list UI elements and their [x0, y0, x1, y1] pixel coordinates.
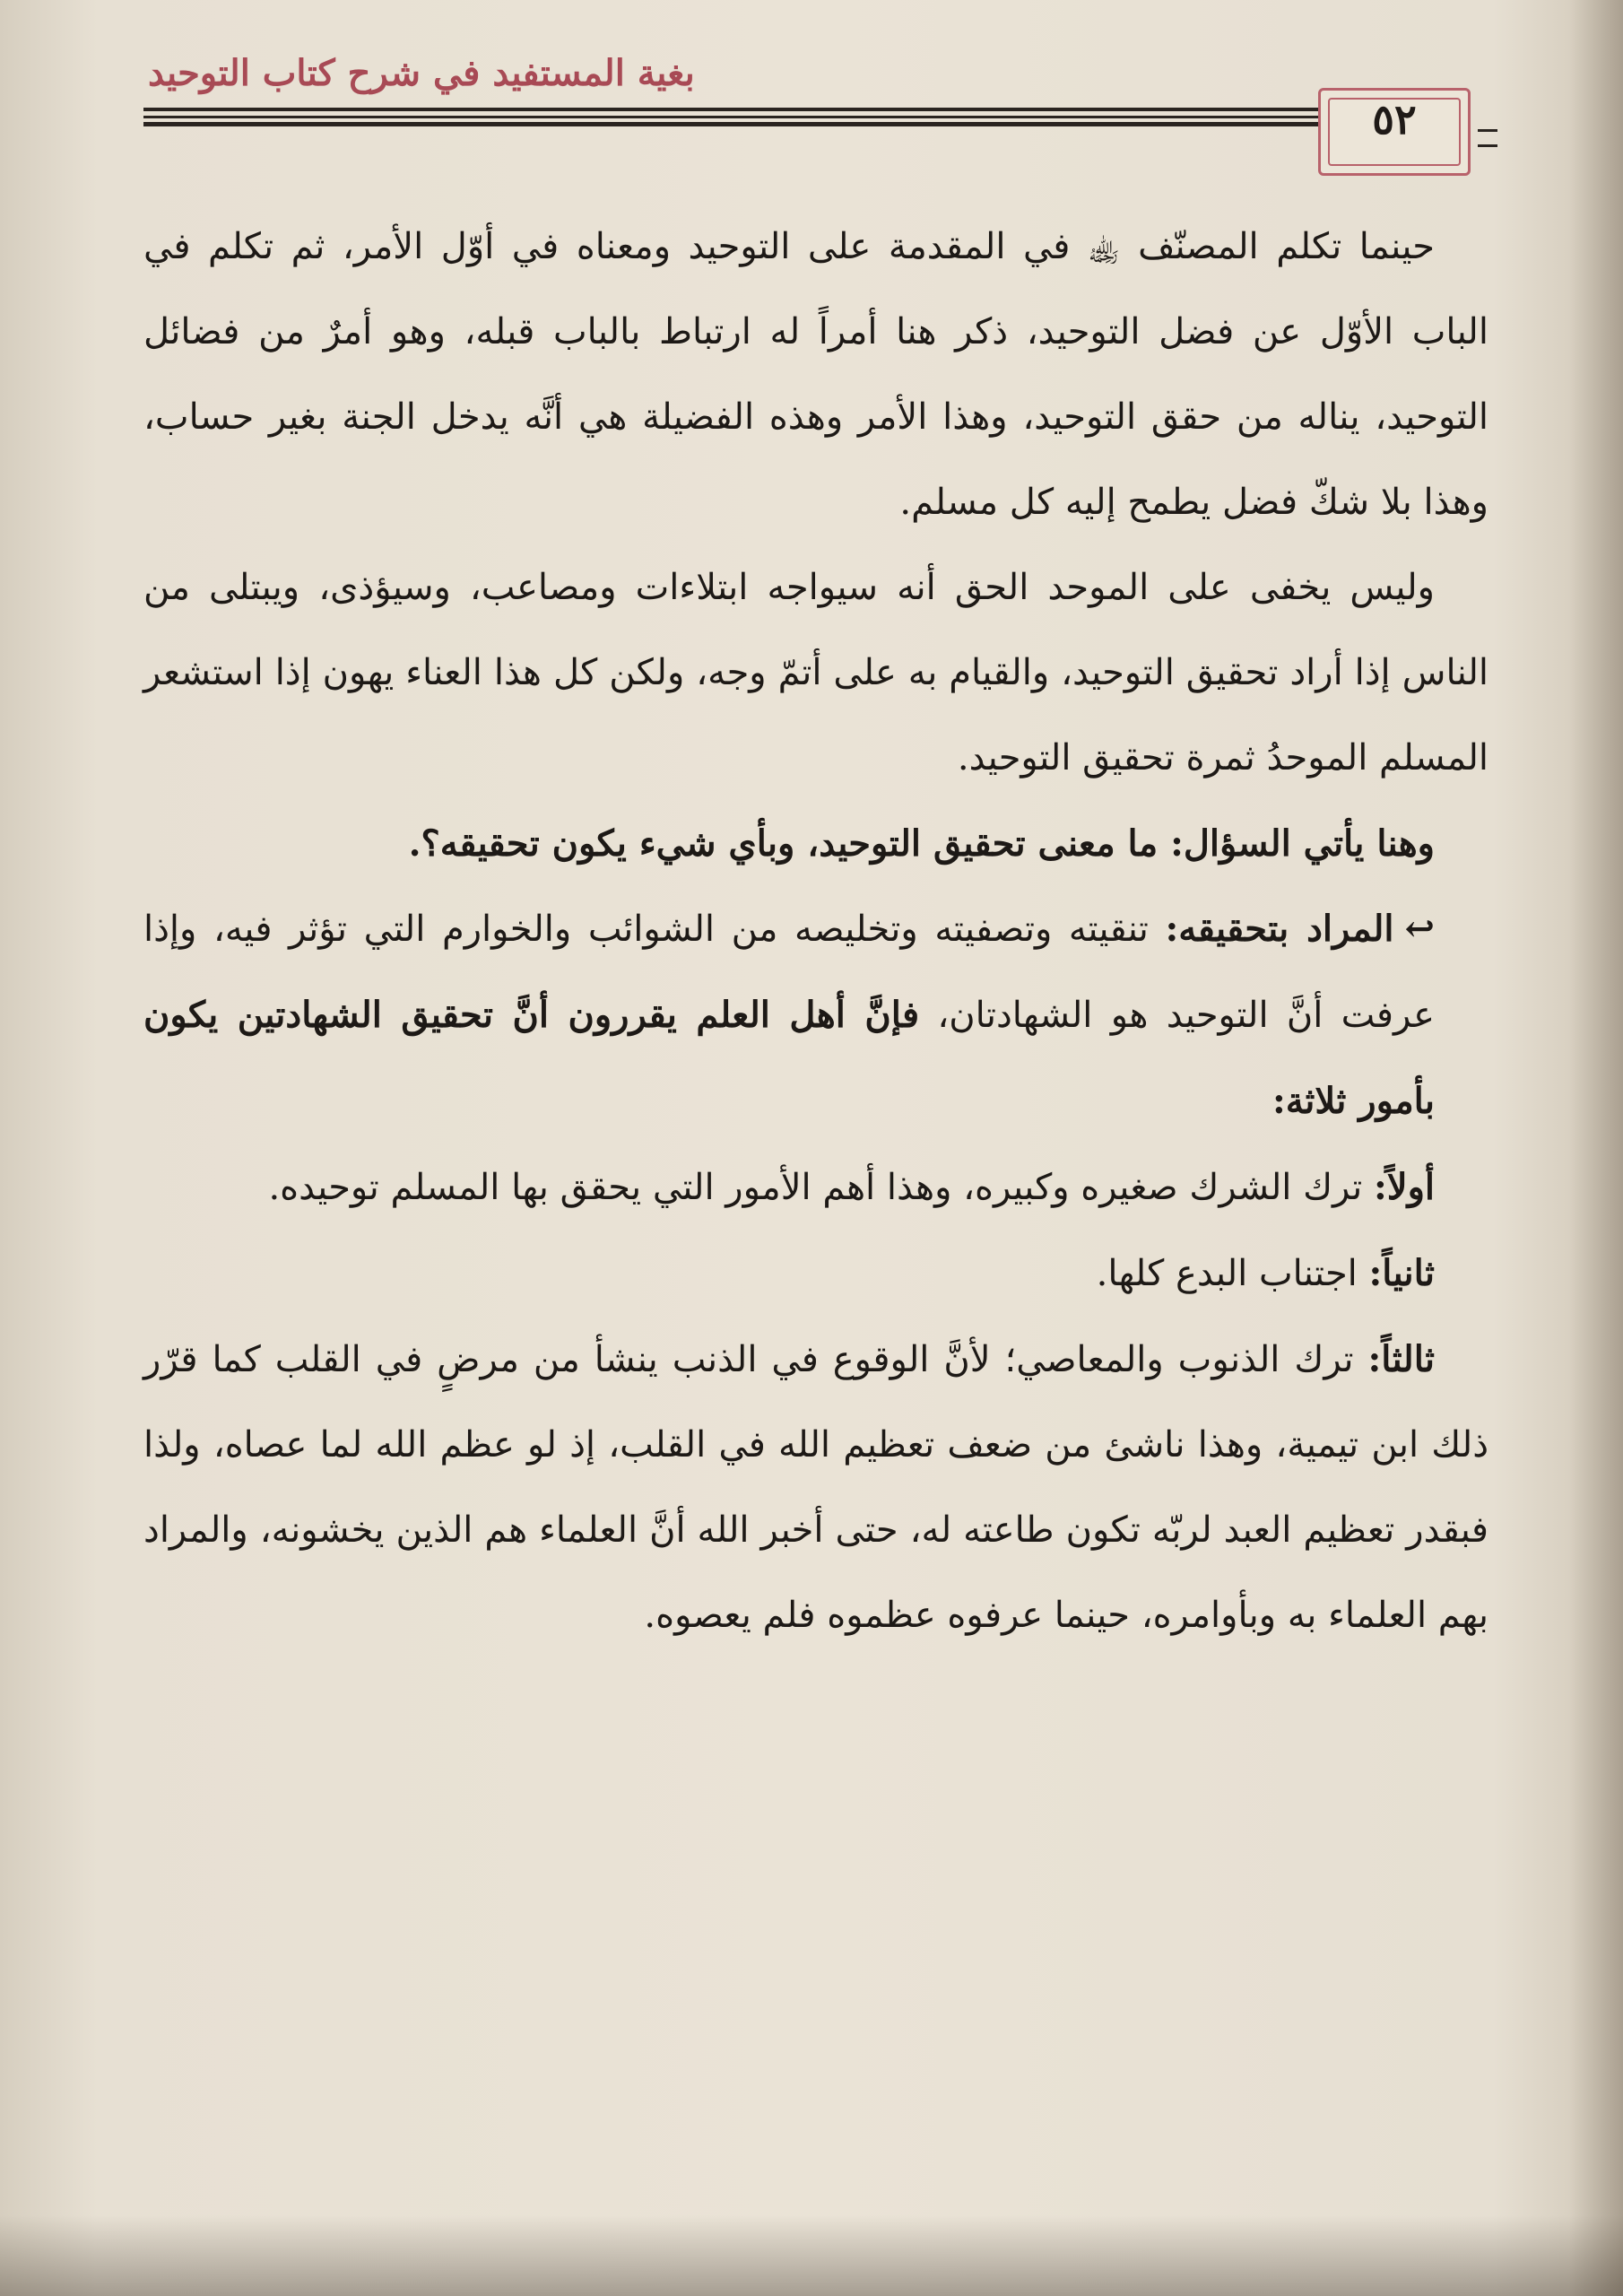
paragraph-intro: حينما تكلم المصنّف ﵀ في المقدمة على التوحيد ومعناه في أوّل الأمر، ثم تكلم في الباب الأوّل عن فضل التوحيد، ذكر هنا أمراً له ارتباط بالباب قبله، وهو أمرٌ من فضائل التوحيد، يناله من حقق التوحيد، وهذا الأمر وهذه الفضيلة هي أنَّه يدخل الجنة بغير حساب، وهذا بلا شكّ فضل يطمح إليه كل مسلم. — [143, 226, 1488, 523]
second-label: ثانياً: — [1368, 1252, 1435, 1294]
rule-line-top — [143, 108, 1327, 111]
body-text — [143, 204, 1488, 1658]
point-second — [143, 1231, 1488, 1317]
page-shadow-right — [1569, 0, 1623, 2296]
paragraph-trials: وليس يخفى على الموحد الحق أنه سيواجه ابتلاءات ومصاعب، وسيؤذى، ويبتلى من الناس إذا أراد تحقيق التوحيد، والقيام به على أتمّ وجه، ولكن كل هذا العناء يهون إذا استشعر المسلم الموحدُ ثمرة تحقيق التوحيد. — [143, 567, 1488, 778]
page-number: ٥٢ — [1372, 95, 1417, 144]
question-heading: وهنا يأتي السؤال: ما معنى تحقيق التوحيد، وبأي شيء يكون تحقيقه؟. — [408, 822, 1435, 865]
arrow-icon: ↩ — [1404, 908, 1436, 950]
header-rule — [143, 108, 1327, 135]
rule-line-middle — [143, 116, 1327, 118]
second-text: اجتناب البدع كلها. — [1096, 1253, 1358, 1294]
ornament-mark — [1478, 129, 1497, 147]
definition-text: تنقيته وتصفيته وتخليصه من الشوائب والخوارم التي تؤثر فيه، وإذا عرفت أنَّ التوحيد هو الشهادتان، — [143, 909, 1435, 1036]
definition-label: المراد بتحقيقه: — [1165, 908, 1394, 950]
first-text: ترك الشرك صغيره وكبيره، وهذا أهم الأمور التي يحقق بها المسلم توحيده. — [268, 1167, 1363, 1208]
paragraph-definition — [143, 886, 1488, 1144]
definition-bold: فإنَّ أهل العلم يقررون أنَّ تحقيق الشهادتين يكون بأمور ثلاثة: — [143, 994, 1435, 1122]
page-shadow-bottom — [0, 2215, 1623, 2296]
rule-line-bottom — [143, 122, 1327, 126]
point-third — [143, 1317, 1488, 1658]
third-text: ترك الذنوب والمعاصي؛ لأنَّ الوقوع في الذنب ينشأ من مرضٍ في القلب كما قرّر ذلك ابن تيمية، وهذا ناشئ من ضعف تعظيم الله في القلب، إذ لو عظم الله لما عصاه، ولذا فبقدر تعظيم العبد لربّه تكون طاعته له، حتى أخبر الله أنَّ العلماء هم الذين يخشونه، والمراد بهم العلماء به وبأوامره، حينما عرفوه عظموه فلم يعصوه. — [143, 1339, 1488, 1636]
point-first — [143, 1144, 1488, 1231]
running-title: بغية المستفيد في شرح كتاب التوحيد — [148, 52, 695, 94]
third-label: ثالثاً: — [1367, 1338, 1436, 1380]
first-label: أولاً: — [1373, 1166, 1435, 1208]
